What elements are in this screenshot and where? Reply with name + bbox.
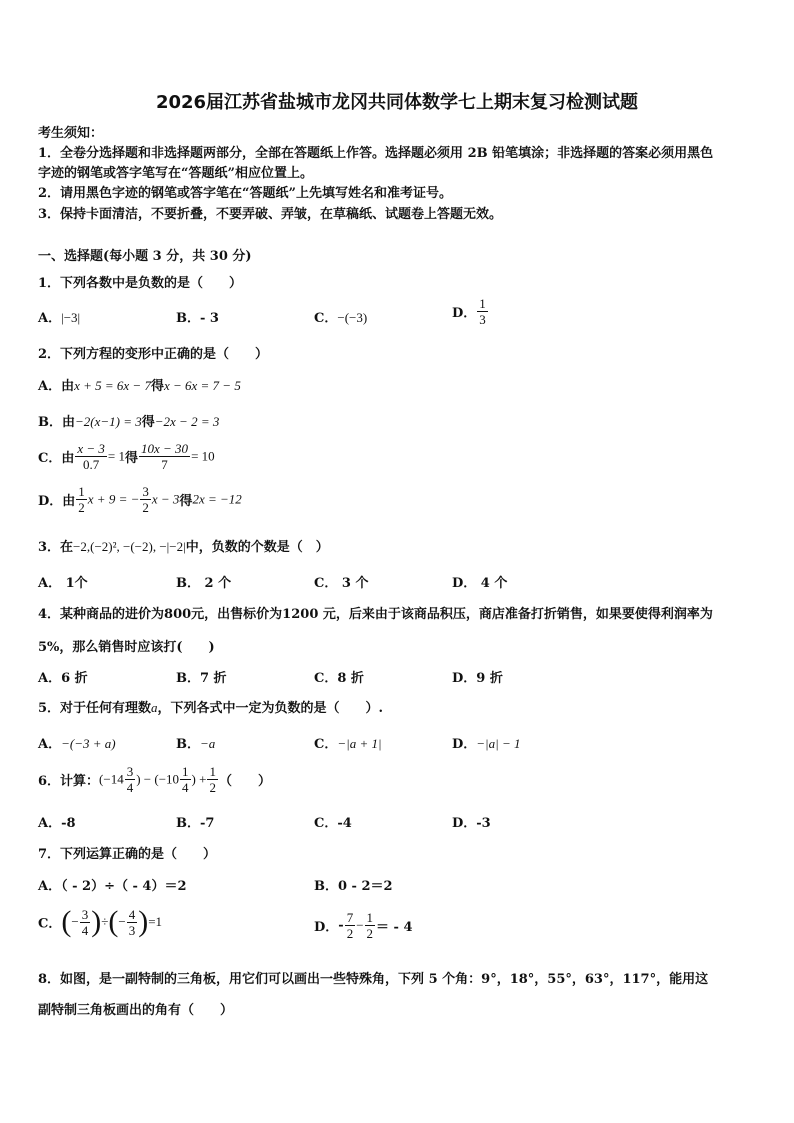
q2-option-c: C．由 $\frac{x - 3}{0.7}$ = 1得 $\frac{10x - 30}{7}$ = 10 <box>38 441 215 472</box>
q4-option-c: C．8 折 <box>314 671 364 686</box>
notice-item-1: 1．全卷分选择题和非选择题两部分，全部在答题纸上作答。选择题必须用 2B 铅笔填涂；非选择题的答案必须用黑色 <box>38 146 714 161</box>
question-7-stem: 7．下列运算正确的是（ ） <box>38 847 217 862</box>
question-8-stem-cont: 副特制三角板画出的角有（ ） <box>38 1003 234 1018</box>
q6-option-a: A．-8 <box>38 816 76 831</box>
q5-option-b: B．−a <box>176 736 216 752</box>
question-5-stem: 5．对于任何有理数a，下列各式中一定为负数的是（ ）. <box>38 700 384 716</box>
notice-item-2: 2．请用黑色字迹的钢笔或答字笔在“答题纸”上先填写姓名和准考证号。 <box>38 186 453 201</box>
q6-option-c: C．-4 <box>314 816 352 831</box>
q3-option-a: A． 1个 <box>38 576 88 591</box>
question-4-stem-cont: 5%，那么销售时应该打( ) <box>38 640 215 655</box>
question-6-stem: 6．计算：(−14 $\frac{3}{4}$ ) − (−10 $\frac{1}{4}$ ) + $\frac{1}{2}$ （ ） <box>38 764 271 795</box>
q2-option-b: B．由−2(x−1) = 3得−2x − 2 = 3 <box>38 414 220 430</box>
q1-option-b: B．- 3 <box>176 311 219 326</box>
question-4-stem: 4．某种商品的进价为800元，出售标价为1200 元，后来由于该商品积压，商店准备打折销售，如果要使得利润率为 <box>38 607 713 622</box>
notice-item-1-cont: 字迹的钢笔或答字笔写在“答题纸”相应位置上。 <box>38 166 313 181</box>
q7-option-a: A．（ - 2）÷（ - 4）＝2 <box>38 879 187 894</box>
section-heading: 一、选择题(每小题 3 分，共 30 分) <box>38 249 252 264</box>
q4-option-d: D．9 折 <box>452 671 503 686</box>
notice-heading: 考生须知： <box>38 126 104 141</box>
q4-option-a: A．6 折 <box>38 671 88 686</box>
q2-option-a: A．由x + 5 = 6x − 7得x − 6x = 7 − 5 <box>38 378 241 394</box>
q1-option-c: C．−(−3) <box>314 310 368 326</box>
question-8-stem: 8．如图，是一副特制的三角板，用它们可以画出一些特殊角，下列 5 个角：9°，18°，55°，63°，117°，能用这 <box>38 972 709 987</box>
notice-item-3: 3．保持卡面清洁，不要折叠，不要弄破、弄皱，在草稿纸、试题卷上答题无效。 <box>38 207 503 222</box>
q1-option-a: A．|−3| <box>38 310 81 326</box>
q7-option-d: D．- $\frac{7}{2}$ − $\frac{1}{2}$ ＝ - 4 <box>314 910 413 941</box>
q5-option-a: A．−(−3 + a) <box>38 736 116 752</box>
question-2-stem: 2．下列方程的变形中正确的是（ ） <box>38 347 269 362</box>
q3-option-c: C． 3 个 <box>314 576 369 591</box>
q3-option-d: D． 4 个 <box>452 576 508 591</box>
q4-option-b: B．7 折 <box>176 671 227 686</box>
q3-option-b: B． 2 个 <box>176 576 232 591</box>
page-title: 2026届江苏省盐城市龙冈共同体数学七上期末复习检测试题 <box>155 92 639 113</box>
q7-option-b: B．0 - 2＝2 <box>314 879 393 894</box>
q2-option-d: D．由 $\frac{1}{2}$ x + 9 = − $\frac{3}{2}$ x − 3得2x = −12 <box>38 484 242 515</box>
fraction: $\frac{1}{3}$ <box>479 296 486 327</box>
q7-option-c: C．(− $\frac{3}{4}$ )÷(− $\frac{4}{3}$ )=1 <box>38 905 163 938</box>
q1-option-d: D． $\frac{1}{3}$ <box>452 296 486 327</box>
q6-option-b: B．-7 <box>176 816 215 831</box>
question-1-stem: 1．下列各数中是负数的是（ ） <box>38 276 243 291</box>
q5-option-c: C．−|a + 1| <box>314 736 382 752</box>
q6-option-d: D．-3 <box>452 816 491 831</box>
q5-option-d: D．−|a| − 1 <box>452 736 521 752</box>
question-3-stem: 3．在−2,(−2)², −(−2), −|−2|中，负数的个数是（ ） <box>38 539 329 555</box>
